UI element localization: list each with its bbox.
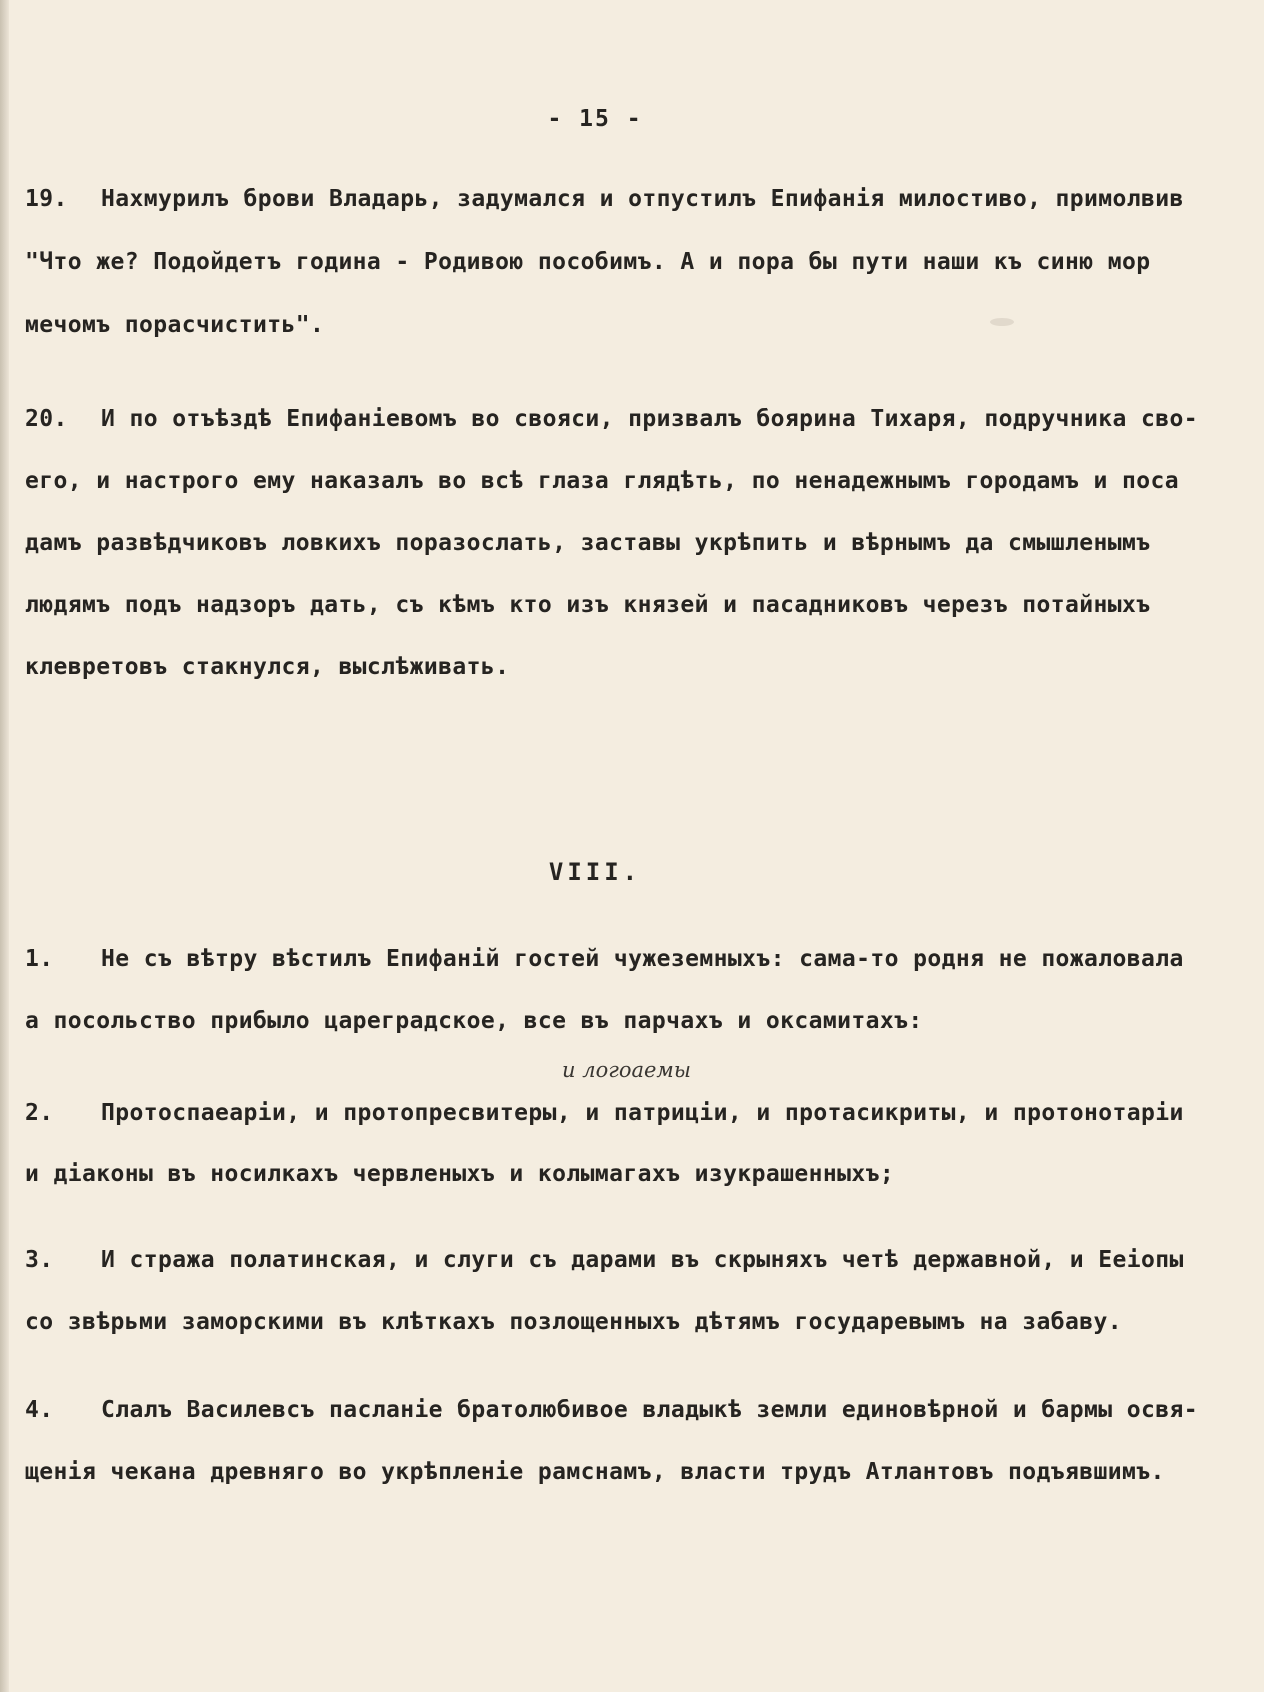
- paragraph-19-line-3: [25, 312, 1255, 338]
- paragraph-20-line-4: [25, 592, 1255, 618]
- paragraph-20-line-3: [25, 530, 1255, 556]
- paragraph-20-line-1: [25, 406, 1255, 432]
- item-2-line-2: [25, 1161, 1255, 1187]
- item-4-line-2: [25, 1459, 1255, 1485]
- paragraph-20-line-2: [25, 468, 1255, 494]
- section-heading: VIII.: [548, 858, 642, 886]
- line-text: И стража полатинская, и слуги съ дарами въ скрыняхъ четѣ державной, и Ееіопы: [101, 1247, 1184, 1273]
- page-left-edge: [0, 0, 9, 1692]
- line-text: щенія чекана древняго во укрѣпленіе рамснамъ, власти трудъ Атлантовъ подъявшимъ.: [25, 1459, 1165, 1485]
- line-text: И по отъѣздѣ Епифаніевомъ во свояси, призвалъ боярина Тихаря, подручника сво-: [101, 406, 1199, 432]
- paragraph-19-line-1: [25, 186, 1255, 212]
- line-text: со звѣрьми заморскими въ клѣткахъ позлощенныхъ дѣтямъ государевымъ на забаву.: [25, 1309, 1123, 1335]
- handwritten-insert: и логоаемы: [562, 1058, 691, 1082]
- line-text: дамъ развѣдчиковъ ловкихъ поразослать, заставы укрѣпить и вѣрнымъ да смышленымъ: [25, 530, 1151, 556]
- item-1-line-2: [25, 1008, 1255, 1034]
- item-3-line-2: [25, 1309, 1255, 1335]
- line-text: мечомъ порасчистить".: [25, 312, 325, 338]
- line-text: и діаконы въ носилкахъ червленыхъ и колымагахъ изукрашенныхъ;: [25, 1161, 895, 1187]
- line-text: Протоспаеаріи, и протопресвитеры, и патриціи, и протасикриты, и протонотаріи: [101, 1100, 1184, 1126]
- line-text: "Что же? Подойдетъ година - Родивою пособимъ. А и пора бы пути наши къ синю мор: [25, 249, 1151, 275]
- paragraph-number: 20.: [25, 406, 68, 432]
- line-text: людямъ подъ надзоръ дать, съ кѣмъ кто изъ князей и пасадниковъ черезъ потайныхъ: [25, 592, 1151, 618]
- line-text: его, и настрого ему наказалъ во всѣ глаза глядѣть, по ненадежнымъ городамъ и поса: [25, 468, 1180, 494]
- page-number: - 15 -: [547, 106, 643, 132]
- item-3-line-1: [25, 1247, 1255, 1273]
- paragraph-number: 4.: [25, 1397, 54, 1423]
- line-text: а посольство прибыло цареградское, все въ парчахъ и оксамитахъ:: [25, 1008, 923, 1034]
- paragraph-20-line-5: [25, 654, 1255, 680]
- paragraph-number: 1.: [25, 946, 54, 972]
- item-4-line-1: [25, 1397, 1255, 1423]
- paragraph-number: 19.: [25, 186, 68, 212]
- paragraph-19-line-2: [25, 249, 1255, 275]
- paragraph-number: 2.: [25, 1100, 54, 1126]
- line-text: Не съ вѣтру вѣстилъ Епифаній гостей чужеземныхъ: сама-то родня не пожаловала: [101, 946, 1184, 972]
- paragraph-number: 3.: [25, 1247, 54, 1273]
- line-text: Нахмурилъ брови Владарь, задумался и отпустилъ Епифанія милостиво, примолвив: [101, 186, 1184, 212]
- item-2-line-1: [25, 1100, 1255, 1126]
- line-text: клевретовъ стакнулся, выслѣживать.: [25, 654, 510, 680]
- line-text: Слалъ Василевсъ пасланіе братолюбивое владыкѣ земли единовѣрной и бармы освя-: [101, 1397, 1199, 1423]
- item-1-line-1: [25, 946, 1255, 972]
